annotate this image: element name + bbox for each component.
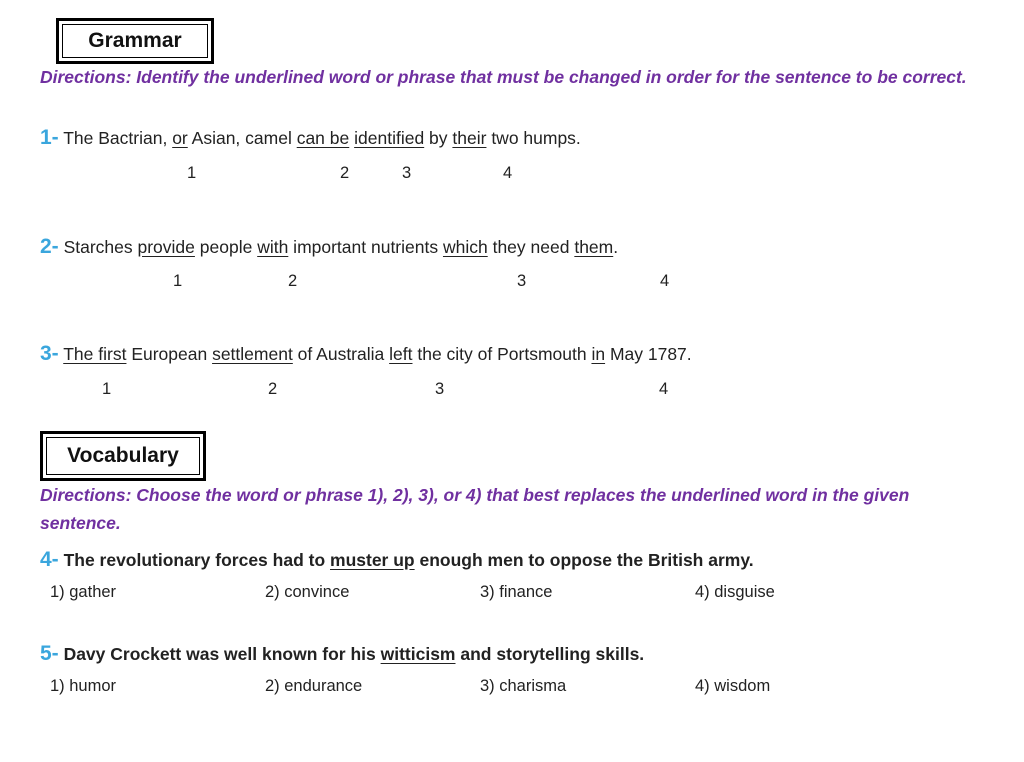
sentence-text: . xyxy=(613,237,619,257)
vocabulary-heading: Vocabulary xyxy=(46,437,200,475)
marker-4: 4 xyxy=(660,272,670,290)
sentence-text: European xyxy=(126,344,213,364)
option-1: 1) gather xyxy=(50,583,117,601)
grammar-heading-box xyxy=(56,18,214,64)
underlined-phrase: witticism xyxy=(380,644,456,664)
marker-2: 2 xyxy=(340,164,350,182)
sentence-text: Asian, camel xyxy=(187,128,297,148)
marker-1: 1 xyxy=(173,272,183,290)
sentence-text: The Bactrian, xyxy=(63,128,173,148)
option-3: 3) charisma xyxy=(480,677,567,695)
underlined-phrase: muster up xyxy=(330,550,415,570)
underlined-phrase: which xyxy=(442,237,488,257)
marker-2: 2 xyxy=(268,380,278,398)
vocabulary-heading-box xyxy=(40,431,206,481)
underlined-phrase: their xyxy=(452,128,487,148)
underlined-phrase: or xyxy=(172,128,188,148)
grammar-heading: Grammar xyxy=(62,24,208,58)
question-number: 5- xyxy=(40,642,59,665)
sentence-text: they need xyxy=(487,237,575,257)
grammar-directions: Directions: Identify the underlined word or phrase that must be changed in order for the sentence to be correct. xyxy=(40,67,967,87)
underlined-phrase: settlement xyxy=(212,344,293,364)
option-4: 4) wisdom xyxy=(695,677,771,695)
sentence-text: and storytelling skills. xyxy=(455,644,645,664)
sentence-text: two humps. xyxy=(486,128,581,148)
sentence-text: of Australia xyxy=(292,344,390,364)
underlined-phrase: identified xyxy=(354,128,425,148)
marker-3: 3 xyxy=(435,380,445,398)
underlined-phrase: with xyxy=(257,237,289,257)
underlined-phrase: provide xyxy=(137,237,195,257)
question-number: 1- xyxy=(40,126,59,149)
option-3: 3) finance xyxy=(480,583,553,601)
question-2 xyxy=(40,235,618,259)
question-number: 3- xyxy=(40,342,59,365)
sentence-text: the city of Portsmouth xyxy=(412,344,592,364)
marker-3: 3 xyxy=(402,164,412,182)
sentence-text: important nutrients xyxy=(288,237,443,257)
question-1 xyxy=(40,126,581,150)
sentence-text: by xyxy=(424,128,453,148)
vocabulary-directions: Directions: Choose the word or phrase 1), 2), 3), or 4) that best replaces the underlined word in the given sentence. xyxy=(40,485,910,533)
marker-1: 1 xyxy=(102,380,112,398)
option-1: 1) humor xyxy=(50,677,117,695)
underlined-phrase: The first xyxy=(63,344,127,364)
question-5 xyxy=(40,642,644,666)
sentence-text: May 1787. xyxy=(605,344,692,364)
sentence-text: enough men to oppose the British army. xyxy=(414,550,754,570)
underlined-phrase: them xyxy=(574,237,614,257)
question-4 xyxy=(40,548,754,572)
question-number: 2- xyxy=(40,235,59,258)
marker-4: 4 xyxy=(659,380,669,398)
sentence-text: The revolutionary forces had to xyxy=(63,550,331,570)
underlined-phrase: left xyxy=(389,344,413,364)
marker-1: 1 xyxy=(187,164,197,182)
option-4: 4) disguise xyxy=(695,583,775,601)
underlined-phrase: can be xyxy=(296,128,350,148)
sentence-text: people xyxy=(194,237,258,257)
option-2: 2) endurance xyxy=(265,677,363,695)
sentence-text: Starches xyxy=(63,237,138,257)
marker-4: 4 xyxy=(503,164,513,182)
question-number: 4- xyxy=(40,548,59,571)
marker-2: 2 xyxy=(288,272,298,290)
underlined-phrase: in xyxy=(591,344,606,364)
sentence-text: Davy Crockett was well known for his xyxy=(63,644,381,664)
option-2: 2) convince xyxy=(265,583,350,601)
question-3 xyxy=(40,342,692,366)
marker-3: 3 xyxy=(517,272,527,290)
